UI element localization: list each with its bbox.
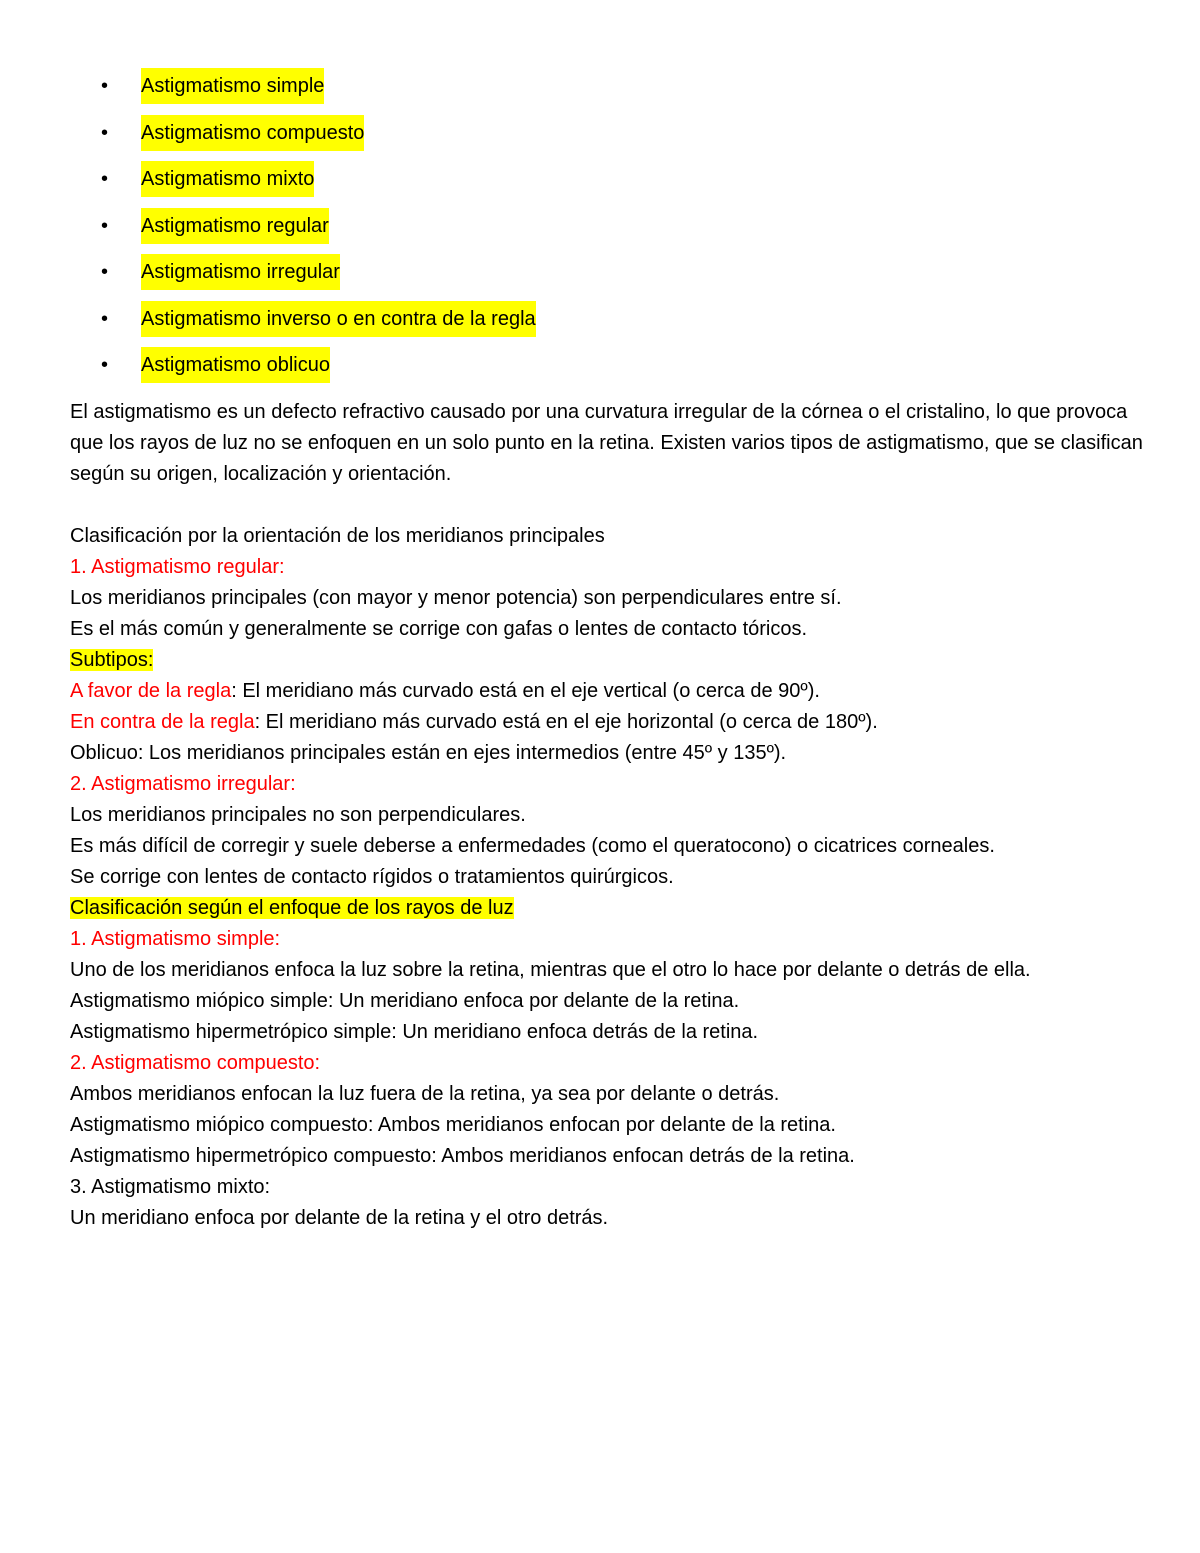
- compuesto-line-1: Ambos meridianos enfocan la luz fuera de la retina, ya sea por delante o detrás.: [70, 1083, 780, 1105]
- compuesto-line-2: Astigmatismo miópico compuesto: Ambos meridianos enfocan por delante de la retina.: [70, 1114, 836, 1136]
- bullet-icon: •: [101, 214, 109, 237]
- simple-line-1: Uno de los meridianos enfoca la luz sobre la retina, mientras que el otro lo hace por delante o detrás de ella.: [70, 959, 1031, 981]
- irregular-line-2: Es más difícil de corregir y suele deberse a enfermedades (como el queratocono) o cicatrices corneales.: [70, 835, 995, 857]
- simple-line-2: Astigmatismo miópico simple: Un meridiano enfoca por delante de la retina.: [70, 990, 740, 1012]
- section-focus-title: Clasificación según el enfoque de los rayos de luz: [70, 897, 514, 919]
- heading-regular: 1. Astigmatismo regular:: [70, 556, 285, 578]
- irregular-line-1: Los meridianos principales no son perpendiculares.: [70, 804, 526, 826]
- list-item-text: Astigmatismo mixto: [141, 161, 314, 197]
- bullet-icon: •: [101, 168, 109, 190]
- list-item-text: Astigmatismo regular: [141, 208, 329, 244]
- list-item-text: Astigmatismo oblicuo: [141, 347, 330, 383]
- subtipos-line: [70, 645, 1150, 676]
- bullet-icon: •: [101, 354, 109, 376]
- favor-line: [70, 676, 1150, 707]
- favor-label: A favor de la regla: [70, 680, 232, 702]
- section-focus-title-line: [70, 893, 1150, 924]
- compuesto-line-3: Astigmatismo hipermetrópico compuesto: Ambos meridianos enfocan detrás de la retina.: [70, 1145, 855, 1167]
- list-item-text: Astigmatismo compuesto: [141, 115, 364, 151]
- list-item-text: Astigmatismo inverso o en contra de la regla: [141, 301, 536, 337]
- heading-compuesto: 2. Astigmatismo compuesto:: [70, 1052, 321, 1074]
- contra-label: En contra de la regla: [70, 711, 255, 733]
- list-item-text: Astigmatismo simple: [141, 68, 324, 104]
- contra-line: [70, 707, 1150, 738]
- regular-line-1: Los meridianos principales (con mayor y menor potencia) son perpendiculares entre sí.: [70, 587, 842, 609]
- subtipos-label: Subtipos:: [70, 649, 154, 671]
- favor-text: : El meridiano más curvado está en el eje vertical (o cerca de 90º).: [231, 680, 820, 702]
- bullet-icon: •: [101, 261, 109, 283]
- mixto-line-1: Un meridiano enfoca por delante de la retina y el otro detrás.: [70, 1207, 609, 1229]
- intro-paragraph: El astigmatismo es un defecto refractivo causado por una curvatura irregular de la córnea o el cristalino, lo que provoca que los rayos de luz no se enfoquen en un solo punto en la retina. Existen varios tipos de astigmatismo, que se clasifican según su origen, localización y orientación.: [70, 401, 1143, 485]
- regular-line-2: Es el más común y generalmente se corrige con gafas o lentes de contacto tóricos.: [70, 618, 808, 640]
- list-item-text: Astigmatismo irregular: [141, 254, 340, 290]
- heading-irregular: 2. Astigmatismo irregular:: [70, 773, 296, 795]
- heading-simple: 1. Astigmatismo simple:: [70, 928, 281, 950]
- irregular-line-3: Se corrige con lentes de contacto rígidos o tratamientos quirúrgicos.: [70, 866, 674, 888]
- simple-line-3: Astigmatismo hipermetrópico simple: Un meridiano enfoca detrás de la retina.: [70, 1021, 759, 1043]
- contra-text: : El meridiano más curvado está en el eje horizontal (o cerca de 180º).: [254, 711, 878, 733]
- section-orientation-title: Clasificación por la orientación de los meridianos principales: [70, 525, 605, 547]
- oblicuo-line: Oblicuo: Los meridianos principales están en ejes intermedios (entre 45º y 135º).: [70, 742, 787, 764]
- classification-body: [70, 521, 1150, 1234]
- bullet-icon: •: [101, 75, 109, 97]
- heading-mixto: 3. Astigmatismo mixto:: [70, 1176, 271, 1198]
- bullet-icon: •: [101, 121, 109, 144]
- bullet-icon: •: [101, 307, 109, 330]
